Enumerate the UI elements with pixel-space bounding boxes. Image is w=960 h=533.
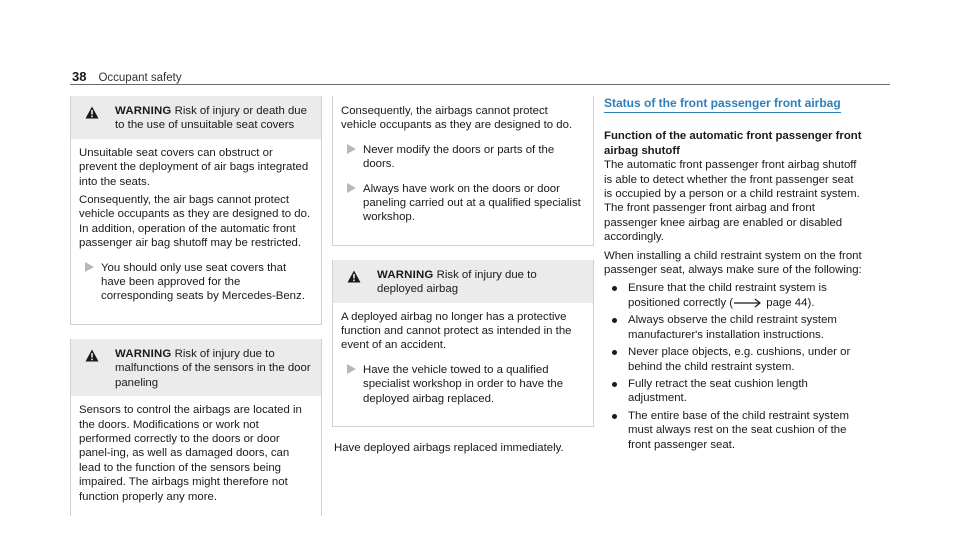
warning-triangle-icon (85, 349, 99, 362)
warning-text: Risk of injury or death due to the use of unsuitable seat covers (115, 105, 307, 132)
bullet-text: Always observe the child restraint system manufacturer's installation instructions. (628, 314, 837, 341)
column-2 (332, 96, 594, 467)
bullet-list (598, 281, 863, 451)
bullet-text: Never place objects, e.g. cushions, under or behind the child restraint system. (628, 346, 851, 373)
warning-header (71, 339, 321, 396)
action-step (79, 261, 313, 304)
warning-body (71, 139, 321, 316)
bullet-icon (612, 286, 617, 291)
step-arrow-icon (347, 144, 356, 154)
list-item (604, 345, 863, 374)
warning-text: Risk of injury due to malfunctions of the sensors in the door paneling (115, 347, 311, 389)
bullet-icon (612, 414, 617, 419)
section-heading: Status of the front passenger front airbag (604, 96, 841, 113)
warning-header (333, 260, 593, 303)
page-reference-link[interactable]: page 44). (766, 296, 815, 309)
column-3 (598, 96, 863, 455)
step-text: You should only use seat covers that have been approved for the corresponding seats by Mercedes-Benz. (101, 261, 305, 303)
warning-triangle-icon (85, 106, 99, 119)
box-body (333, 96, 593, 237)
warning-box-seat-covers (70, 96, 322, 325)
warning-title (79, 347, 313, 390)
closing-paragraph: Have deployed airbags replaced immediately. (334, 442, 564, 455)
bullet-icon (612, 350, 617, 355)
step-text: Have the vehicle towed to a qualified specialist workshop in order to have the deployed airbag replaced. (363, 363, 564, 405)
paragraph: A deployed airbag no longer has a protective function and cannot protect as intended in the event of an accident. (341, 310, 572, 352)
warning-box-sensors (70, 339, 322, 516)
warning-triangle-icon (347, 270, 361, 283)
warning-title (79, 104, 313, 133)
list-item (604, 313, 863, 342)
step-arrow-icon (347, 183, 356, 193)
list-item (604, 409, 863, 452)
warning-body (333, 303, 593, 418)
page-reference-arrow-icon[interactable] (733, 298, 763, 308)
step-text: Never modify the doors or parts of the doors. (363, 143, 555, 171)
box-bottom-rule (333, 237, 593, 246)
action-step (341, 363, 585, 406)
warning-title (341, 268, 585, 297)
bullet-icon (612, 318, 617, 323)
header-rule (70, 84, 890, 85)
section-title: Occupant safety (98, 72, 182, 84)
action-step (341, 182, 585, 225)
paragraph: Unsuitable seat covers can obstruct or prevent the deployment of air bags integrated into the seats. (79, 146, 309, 188)
box-bottom-rule (71, 316, 321, 325)
bullet-text: Ensure that the child restraint system is positioned correctly ( (628, 282, 827, 309)
warning-box-deployed-airbag (332, 260, 594, 427)
step-arrow-icon (347, 364, 356, 374)
action-step (341, 143, 585, 172)
step-text: Always have work on the doors or door paneling carried out at a qualified specialist workshop. (363, 182, 581, 224)
bullet-text: The entire base of the child restraint system must always rest on the seat cushion of the front passenger seat. (628, 409, 849, 451)
bullet-icon (612, 382, 617, 387)
bullet-text: Fully retract the seat cushion length adjustment. (628, 377, 808, 405)
warning-label: WARNING (115, 105, 172, 117)
page-number: 38 (72, 69, 87, 84)
paragraph: The automatic front passenger front airbag shutoff is able to detect whether the front passenger seat is occupied by a person or a child restraint system. The front passenger front airbag and front passenger knee airbag are enabled or disabled accordingly. (604, 159, 860, 244)
paragraph: Consequently, the air bags cannot protect vehicle occupants as they are designed to do. In addition, operation of the automatic front passenger air bag shutoff may be restricted. (79, 194, 311, 250)
warning-label: WARNING (115, 347, 172, 360)
warning-label: WARNING (377, 268, 434, 281)
box-bottom-rule (333, 418, 593, 427)
subheading: Function of the automatic front passenger front airbag shutoff (604, 130, 862, 157)
paragraph: Consequently, the airbags cannot protect vehicle occupants as they are designed to do. (341, 105, 573, 132)
paragraph: When installing a child restraint system on the front passenger seat, always make sure of the following: (604, 249, 862, 277)
list-item (604, 281, 863, 310)
continued-box (332, 96, 594, 246)
warning-body (71, 396, 321, 516)
paragraph: Sensors to control the airbags are located in the doors. Modifications or work not performed correctly to the doors or door panel-ing, as well as damaged doors, can lead to the function of the sensors being impaired. The airbags might therefore not function properly any more. (79, 404, 302, 503)
warning-header (71, 96, 321, 139)
step-arrow-icon (85, 262, 94, 272)
column-1 (70, 96, 322, 516)
list-item (604, 377, 863, 406)
warning-text: Risk of injury due to deployed airbag (377, 268, 537, 296)
